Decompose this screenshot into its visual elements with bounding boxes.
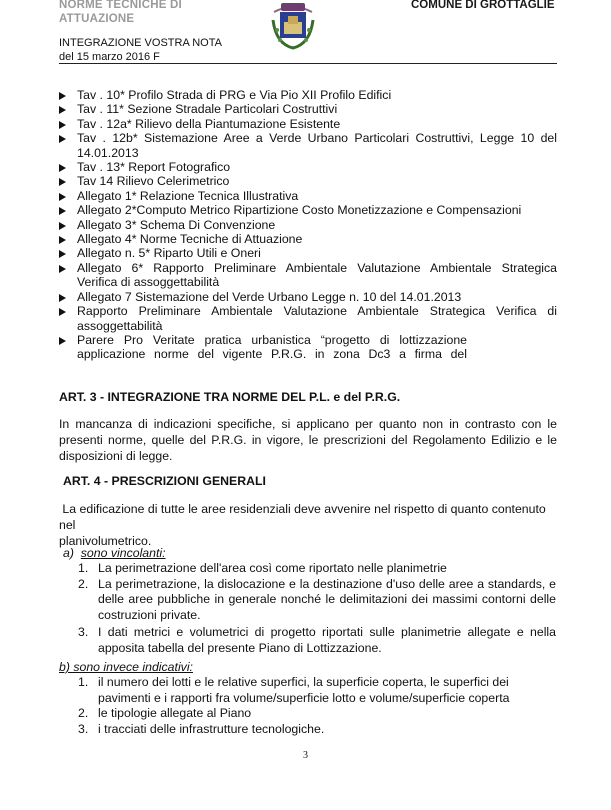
- header-title-line2: ATTUAZIONE: [59, 13, 135, 25]
- reference-line2: del 15 marzo 2016 F: [59, 51, 160, 63]
- municipal-crest-icon: [268, 0, 318, 52]
- list-item: Parere Pro Veritate pratica urbanistica “progetto di lottizzazione applicazione norme del vigente P.R.G. in zona Dc3 a firma del: [57, 333, 557, 362]
- bullet-arrow-icon: [59, 236, 66, 244]
- list-item: Allegato 2*Computo Metrico Ripartizione Costo Monetizzazione e Compensazioni: [57, 203, 557, 217]
- bullet-arrow-icon: [59, 178, 66, 186]
- bullet-arrow-icon: [59, 294, 66, 302]
- art4-indicative-heading: b) sono invece indicativi:: [59, 660, 193, 674]
- list-item: Rapporto Preliminare Ambientale Valutazione Ambientale Strategica Verifica di assoggettabilità: [57, 304, 557, 333]
- list-item: Allegato 3* Schema Di Convenzione: [57, 218, 557, 232]
- list-item: Allegato n. 5* Riparto Utili e Oneri: [57, 246, 557, 260]
- list-item: 1. La perimetrazione dell'area così come riportato nelle planimetrie: [78, 561, 447, 575]
- list-item: 1. il numero dei lotti e le relative superfici, la superficie coperta, le superfici dei pavimenti e i rapporti fra volume/superficie lotto e volume/superficie coperta: [78, 675, 510, 705]
- bullet-arrow-icon: [59, 308, 66, 316]
- header-reference: [59, 36, 222, 64]
- bullet-arrow-icon: [59, 106, 66, 114]
- bullet-arrow-icon: [59, 265, 66, 273]
- art4-paragraph: La edificazione di tutte le aree residenziali deve avvenire nel rispetto di quanto contenuto nel planivolumetrico.: [59, 502, 546, 548]
- art3-paragraph: In mancanza di indicazioni specifiche, si applicano per quanto non in contrasto con le presenti norme, quelle del P.R.G. in vigore, le prescrizioni del Regolamento Edilizio e le disposizioni di legge.: [59, 417, 557, 463]
- header-municipality: COMUNE DI GROTTAGLIE: [411, 0, 555, 11]
- bullet-arrow-icon: [59, 222, 66, 230]
- list-item: Tav 14 Rilievo Celerimetrico: [57, 174, 557, 188]
- art4-binding-heading: a) sono vincolanti:: [63, 546, 166, 560]
- list-item: Tav . 13* Report Fotografico: [57, 160, 557, 174]
- list-item: Tav . 12a* Rilievo della Piantumazione Esistente: [57, 117, 557, 131]
- list-item: 3. I dati metrici e volumetrici di progetto riportati sulle planimetrie allegate e nella apposita tabella del presente Piano di Lottizzazione.: [78, 625, 556, 655]
- binding-list: [78, 561, 556, 656]
- list-item: Allegato 7 Sistemazione del Verde Urbano Legge n. 10 del 14.01.2013: [57, 290, 557, 304]
- list-item: 2. le tipologie allegate al Piano: [78, 706, 252, 720]
- bullet-arrow-icon: [59, 250, 66, 258]
- bullet-arrow-icon: [59, 92, 66, 100]
- reference-line1: INTEGRAZIONE VOSTRA NOTA: [59, 37, 222, 49]
- list-item: 3. i tracciati delle infrastrutture tecnologiche.: [78, 721, 325, 736]
- art4-heading: ART. 4 - PRESCRIZIONI GENERALI: [63, 474, 266, 488]
- header-divider: [59, 63, 557, 64]
- bullet-arrow-icon: [59, 207, 66, 215]
- bullet-arrow-icon: [59, 193, 66, 201]
- list-item: Allegato 6* Rapporto Preliminare Ambientale Valutazione Ambientale Strategica Verifica di assoggettabilità: [57, 261, 557, 290]
- list-item: Tav . 11* Sezione Stradale Particolari Costruttivi: [57, 102, 557, 116]
- header-document-title: [59, 0, 182, 26]
- attachments-list: [57, 88, 557, 362]
- indicative-list: [78, 675, 556, 737]
- page-number: 3: [303, 750, 308, 761]
- list-item: Tav . 10* Profilo Strada di PRG e Via Pio XII Profilo Edifici: [57, 88, 557, 102]
- bullet-arrow-icon: [59, 337, 66, 345]
- list-item: 2. La perimetrazione, la dislocazione e la destinazione d'uso delle aree a standards, e delle aree pubbliche in generale nonché le delimitazioni dei massimi contorni delle costruzioni private.: [78, 576, 556, 622]
- header-title-line1: NORME TECNICHE DI: [59, 0, 182, 11]
- list-item: Allegato 1* Relazione Tecnica Illustrativa: [57, 189, 557, 203]
- list-item: Tav . 12b* Sistemazione Aree a Verde Urbano Particolari Costruttivi, Legge 10 del 14.01.2013: [57, 131, 557, 160]
- list-item: Allegato 4* Norme Tecniche di Attuazione: [57, 232, 557, 246]
- art3-heading: ART. 3 - INTEGRAZIONE TRA NORME DEL P.L. e del P.R.G.: [59, 390, 401, 404]
- bullet-arrow-icon: [59, 164, 66, 172]
- bullet-arrow-icon: [59, 121, 66, 129]
- bullet-arrow-icon: [59, 135, 66, 143]
